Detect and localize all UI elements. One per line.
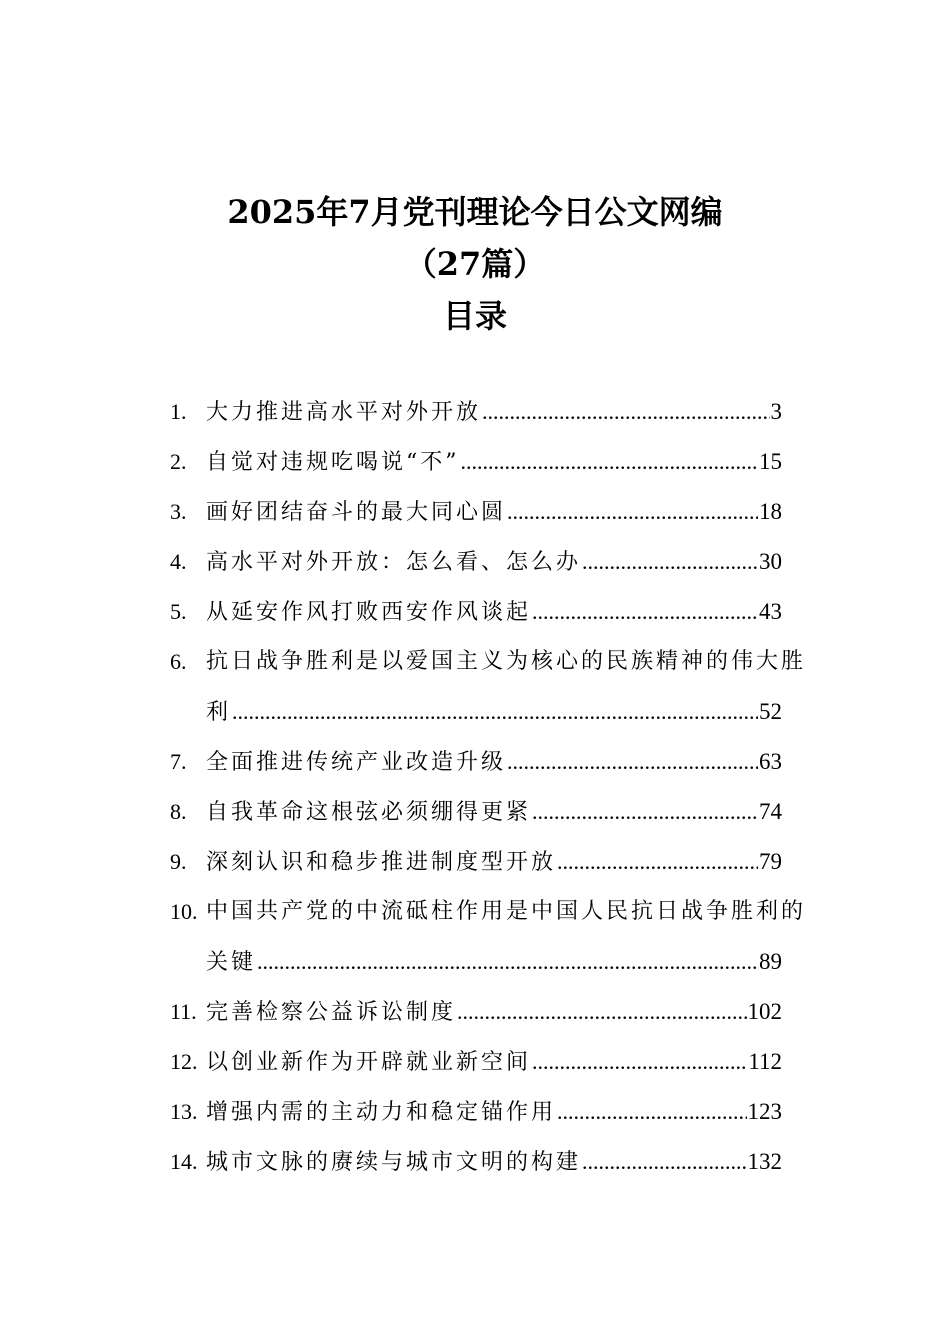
toc-entry[interactable]	[170, 1087, 818, 1137]
toc-entry-number: 11.	[170, 999, 197, 1024]
toc-entry-body	[206, 1087, 818, 1137]
toc-heading: 目录	[442, 297, 507, 335]
toc-entry-number: 6.	[170, 649, 187, 674]
toc-entry-number: 14.	[170, 1149, 198, 1174]
toc-dot-leader	[557, 837, 758, 887]
toc-entry[interactable]	[170, 1037, 818, 1087]
toc-entry[interactable]	[170, 787, 818, 837]
toc-entry-title: 关键	[206, 950, 257, 975]
toc-entry[interactable]	[170, 987, 818, 1037]
toc-dot-leader	[532, 587, 758, 637]
toc-entry-body	[206, 1037, 818, 1087]
toc-dot-leader	[507, 487, 758, 537]
toc-entry-body	[206, 587, 818, 637]
toc-dot-leader	[232, 687, 758, 737]
table-of-contents	[170, 387, 818, 1187]
toc-entry[interactable]	[170, 837, 818, 887]
toc-page-number: 74	[759, 799, 782, 824]
toc-entry-line	[206, 787, 782, 837]
toc-entry-number: 3.	[170, 499, 187, 524]
toc-entry-body	[206, 437, 818, 487]
toc-dot-leader	[461, 437, 759, 487]
toc-entry-line	[206, 1087, 782, 1137]
toc-entry-line	[206, 487, 782, 537]
toc-entry-number: 9.	[170, 849, 187, 874]
toc-entry-title: 画好团结奋斗的最大同心圆	[206, 500, 507, 525]
toc-entry-title: 深刻认识和稳步推进制度型开放	[206, 850, 557, 875]
toc-entry-number: 12.	[170, 1049, 198, 1074]
toc-page-number: 18	[759, 499, 782, 524]
toc-entry-line	[206, 387, 782, 437]
toc-entry-line	[206, 1137, 782, 1187]
toc-entry-line	[206, 637, 818, 687]
toc-entry-body	[206, 487, 818, 537]
toc-dot-leader	[582, 1137, 746, 1187]
toc-page-number: 79	[759, 849, 782, 874]
toc-page-number: 3	[770, 399, 782, 424]
toc-page-number: 15	[759, 449, 782, 474]
toc-dot-leader	[257, 937, 758, 987]
toc-entry-body	[206, 787, 818, 837]
toc-dot-leader	[507, 737, 758, 787]
toc-entry[interactable]	[170, 587, 818, 637]
toc-entry-title: 自我革命这根弦必须绷得更紧	[206, 800, 532, 825]
toc-entry-body	[206, 737, 818, 787]
toc-entry[interactable]	[170, 387, 818, 437]
toc-page-number: 52	[759, 699, 782, 724]
toc-entry-title: 大力推进高水平对外开放	[206, 400, 482, 425]
toc-dot-leader	[557, 1087, 746, 1137]
toc-entry[interactable]	[170, 1137, 818, 1187]
toc-entry-title: 全面推进传统产业改造升级	[206, 750, 507, 775]
toc-entry-body	[206, 537, 818, 587]
toc-page-number: 43	[759, 599, 782, 624]
document-title	[0, 186, 950, 342]
toc-page-number: 63	[759, 749, 782, 774]
toc-entry-number: 5.	[170, 599, 187, 624]
toc-entry[interactable]	[170, 637, 818, 737]
toc-entry-number: 10.	[170, 899, 198, 924]
toc-page-number: 30	[759, 549, 782, 574]
toc-entry-body	[206, 987, 818, 1037]
toc-entry-body	[206, 637, 818, 737]
toc-entry-line	[206, 987, 782, 1037]
toc-entry-line	[206, 687, 782, 737]
toc-entry-body	[206, 387, 818, 437]
toc-entry-title: 抗日战争胜利是以爱国主义为核心的民族精神的伟大胜	[206, 649, 807, 674]
toc-page-number: 123	[747, 1099, 782, 1124]
toc-dot-leader	[582, 537, 758, 587]
toc-entry[interactable]	[170, 487, 818, 537]
toc-page-number: 132	[747, 1149, 782, 1174]
toc-entry-line	[206, 937, 782, 987]
toc-entry-line	[206, 1037, 782, 1087]
toc-entry-title: 利	[206, 700, 232, 725]
toc-entry-body	[206, 887, 818, 987]
toc-entry-title: 完善检察公益诉讼制度	[206, 1000, 457, 1025]
toc-entry-number: 13.	[170, 1099, 198, 1124]
toc-entry-line	[206, 437, 782, 487]
toc-entry-line	[206, 887, 818, 937]
toc-entry-line	[206, 837, 782, 887]
toc-entry-title: 中国共产党的中流砥柱作用是中国人民抗日战争胜利的	[206, 899, 807, 924]
toc-page-number: 112	[748, 1049, 782, 1074]
toc-entry-title: 高水平对外开放：怎么看、怎么办	[206, 550, 582, 575]
toc-dot-leader	[482, 387, 769, 437]
toc-entry-body	[206, 837, 818, 887]
toc-entry-title: 从延安作风打败西安作风谈起	[206, 600, 532, 625]
toc-page-number: 89	[759, 949, 782, 974]
toc-entry[interactable]	[170, 737, 818, 787]
toc-page-number: 102	[747, 999, 782, 1024]
toc-dot-leader	[457, 987, 746, 1037]
toc-entry-title: 自觉对违规吃喝说“不”	[206, 450, 460, 475]
toc-dot-leader	[532, 1037, 747, 1087]
toc-entry-number: 1.	[170, 399, 187, 424]
toc-entry-title: 增强内需的主动力和稳定锚作用	[206, 1100, 557, 1125]
toc-entry-number: 7.	[170, 749, 187, 774]
toc-entry-line	[206, 587, 782, 637]
toc-entry-number: 4.	[170, 549, 187, 574]
toc-entry[interactable]	[170, 437, 818, 487]
toc-entry[interactable]	[170, 537, 818, 587]
toc-dot-leader	[532, 787, 758, 837]
title-line-1: 2025年7月党刊理论今日公文网编	[227, 193, 723, 231]
toc-entry-body	[206, 1137, 818, 1187]
toc-entry-line	[206, 537, 782, 587]
toc-entry-title: 以创业新作为开辟就业新空间	[206, 1050, 532, 1075]
toc-entry-line	[206, 737, 782, 787]
title-line-2: （27篇）	[404, 245, 546, 283]
toc-entry-title: 城市文脉的赓续与城市文明的构建	[206, 1150, 582, 1175]
toc-entry-number: 2.	[170, 449, 187, 474]
toc-entry-number: 8.	[170, 799, 187, 824]
toc-entry[interactable]	[170, 887, 818, 987]
